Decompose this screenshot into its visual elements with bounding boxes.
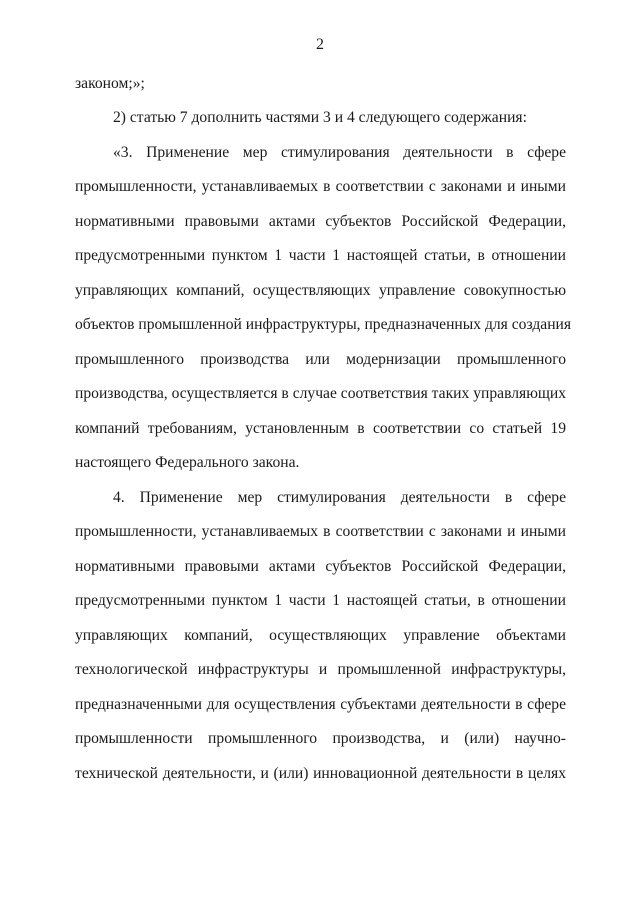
text-line: компаний требованиям, установленным в соответствии со статьей 19	[75, 420, 566, 437]
text-line: нормативными правовыми актами субъектов Российской Федерации,	[75, 558, 566, 575]
text-line: предусмотренными пунктом 1 части 1 настоящей статьи, в отношении	[75, 592, 566, 609]
text-line: настоящего Федерального закона.	[75, 454, 300, 471]
text-line: промышленности промышленного производства, и (или) научно-	[75, 730, 566, 747]
text-line: промышленности, устанавливаемых в соответствии с законами и иными	[75, 178, 566, 195]
text-line: производства, осуществляется в случае соответствия таких управляющих	[75, 385, 566, 402]
text-line: предназначенными для осуществления субъектами деятельности в сфере	[75, 696, 566, 713]
text-line: управляющих компаний, осуществляющих управление совокупностью	[75, 282, 566, 299]
text-line: законом;»;	[75, 75, 145, 92]
text-line: промышленного производства или модернизации промышленного	[75, 351, 566, 368]
page-number: 2	[316, 36, 324, 53]
text-line: 2) статью 7 дополнить частями 3 и 4 следующего содержания:	[113, 109, 527, 126]
text-line: управляющих компаний, осуществляющих управление объектами	[75, 627, 566, 644]
text-line: предусмотренными пунктом 1 части 1 настоящей статьи, в отношении	[75, 247, 566, 264]
text-line: нормативными правовыми актами субъектов Российской Федерации,	[75, 213, 566, 230]
text-line: промышленности, устанавливаемых в соответствии с законами и иными	[75, 523, 566, 540]
paragraph-4-first-line: 4. Применение мер стимулирования деятельности в сфере	[113, 489, 566, 506]
paragraph-3-first-line: «3. Применение мер стимулирования деятельности в сфере	[113, 144, 566, 161]
text-line: технологической инфраструктуры и промышленной инфраструктуры,	[75, 661, 566, 678]
text-line: технической деятельности, и (или) инновационной деятельности в целях	[75, 765, 566, 782]
text-line: объектов промышленной инфраструктуры, предназначенных для создания	[75, 316, 572, 333]
